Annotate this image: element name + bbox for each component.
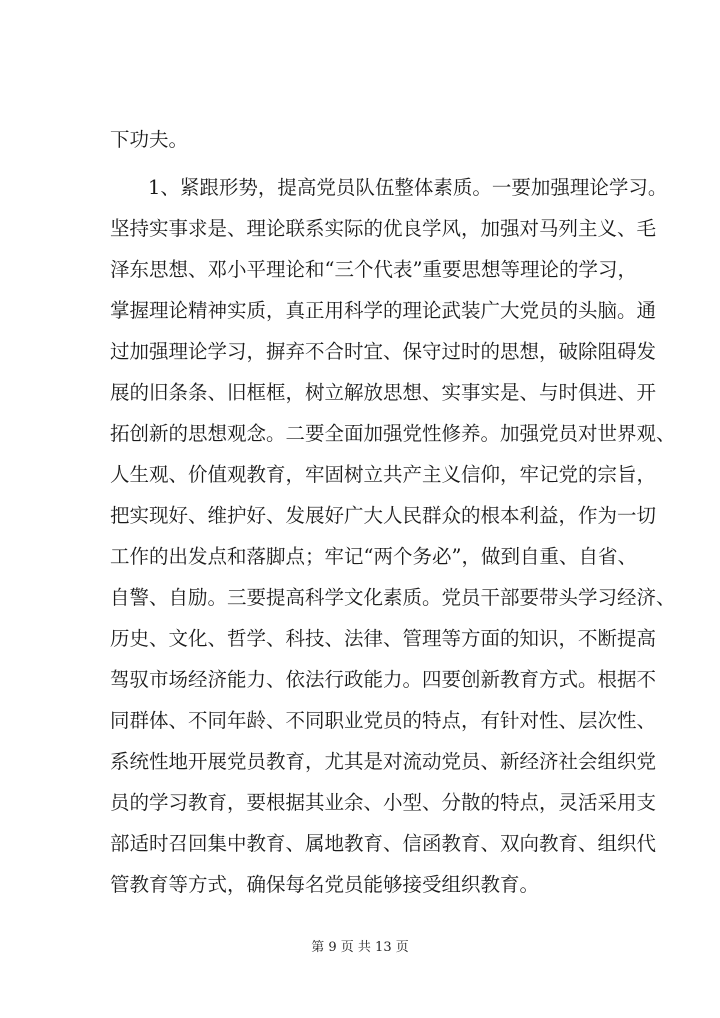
- text-line: 坚持实事求是、理论联系实际的优良学风，加强对马列主义、毛: [110, 217, 657, 240]
- text-line: 管教育等方式，确保每名党员能够接受组织教育。: [110, 873, 540, 896]
- text-line: 工作的出发点和落脚点；牢记“两个务必”，做到自重、自省、: [110, 545, 637, 568]
- text-line: 下功夫。: [110, 128, 189, 151]
- text-line: 驾驭市场经济能力、依法行政能力。四要创新教育方式。根据不: [110, 668, 657, 691]
- page-number-footer: 第 9 页 共 13 页: [311, 940, 409, 955]
- text-line: 部适时召回集中教育、属地教育、信函教育、双向教育、组织代: [110, 832, 657, 855]
- text-line: 掌握理论精神实质，真正用科学的理论武装广大党员的头脑。通: [110, 299, 657, 322]
- text-line: 拓创新的思想观念。二要全面加强党性修养。加强党员对世界观、: [110, 422, 676, 445]
- text-line: 系统性地开展党员教育，尤其是对流动党员、新经济社会组织党: [110, 750, 657, 773]
- text-line: 展的旧条条、旧框框，树立解放思想、实事实是、与时俱进、开: [110, 381, 657, 404]
- text-line: 历史、文化、哲学、科技、法律、管理等方面的知识，不断提高: [110, 627, 657, 650]
- text-line: 同群体、不同年龄、不同职业党员的特点，有针对性、层次性、: [110, 709, 657, 732]
- text-line: 人生观、价值观教育，牢固树立共产主义信仰，牢记党的宗旨，: [110, 463, 657, 486]
- text-line: 员的学习教育，要根据其业余、小型、分散的特点，灵活采用支: [110, 791, 657, 814]
- text-line: 自警、自励。三要提高科学文化素质。党员干部要带头学习经济、: [110, 586, 676, 609]
- text-line: 1、紧跟形势，提高党员队伍整体素质。一要加强理论学习。: [148, 176, 668, 199]
- text-line: 把实现好、维护好、发展好广大人民群众的根本利益，作为一切: [110, 504, 657, 527]
- text-line: 泽东思想、邓小平理论和“三个代表”重要思想等理论的学习，: [110, 258, 637, 281]
- text-line: 过加强理论学习，摒弃不合时宜、保守过时的思想，破除阻碍发: [110, 340, 657, 363]
